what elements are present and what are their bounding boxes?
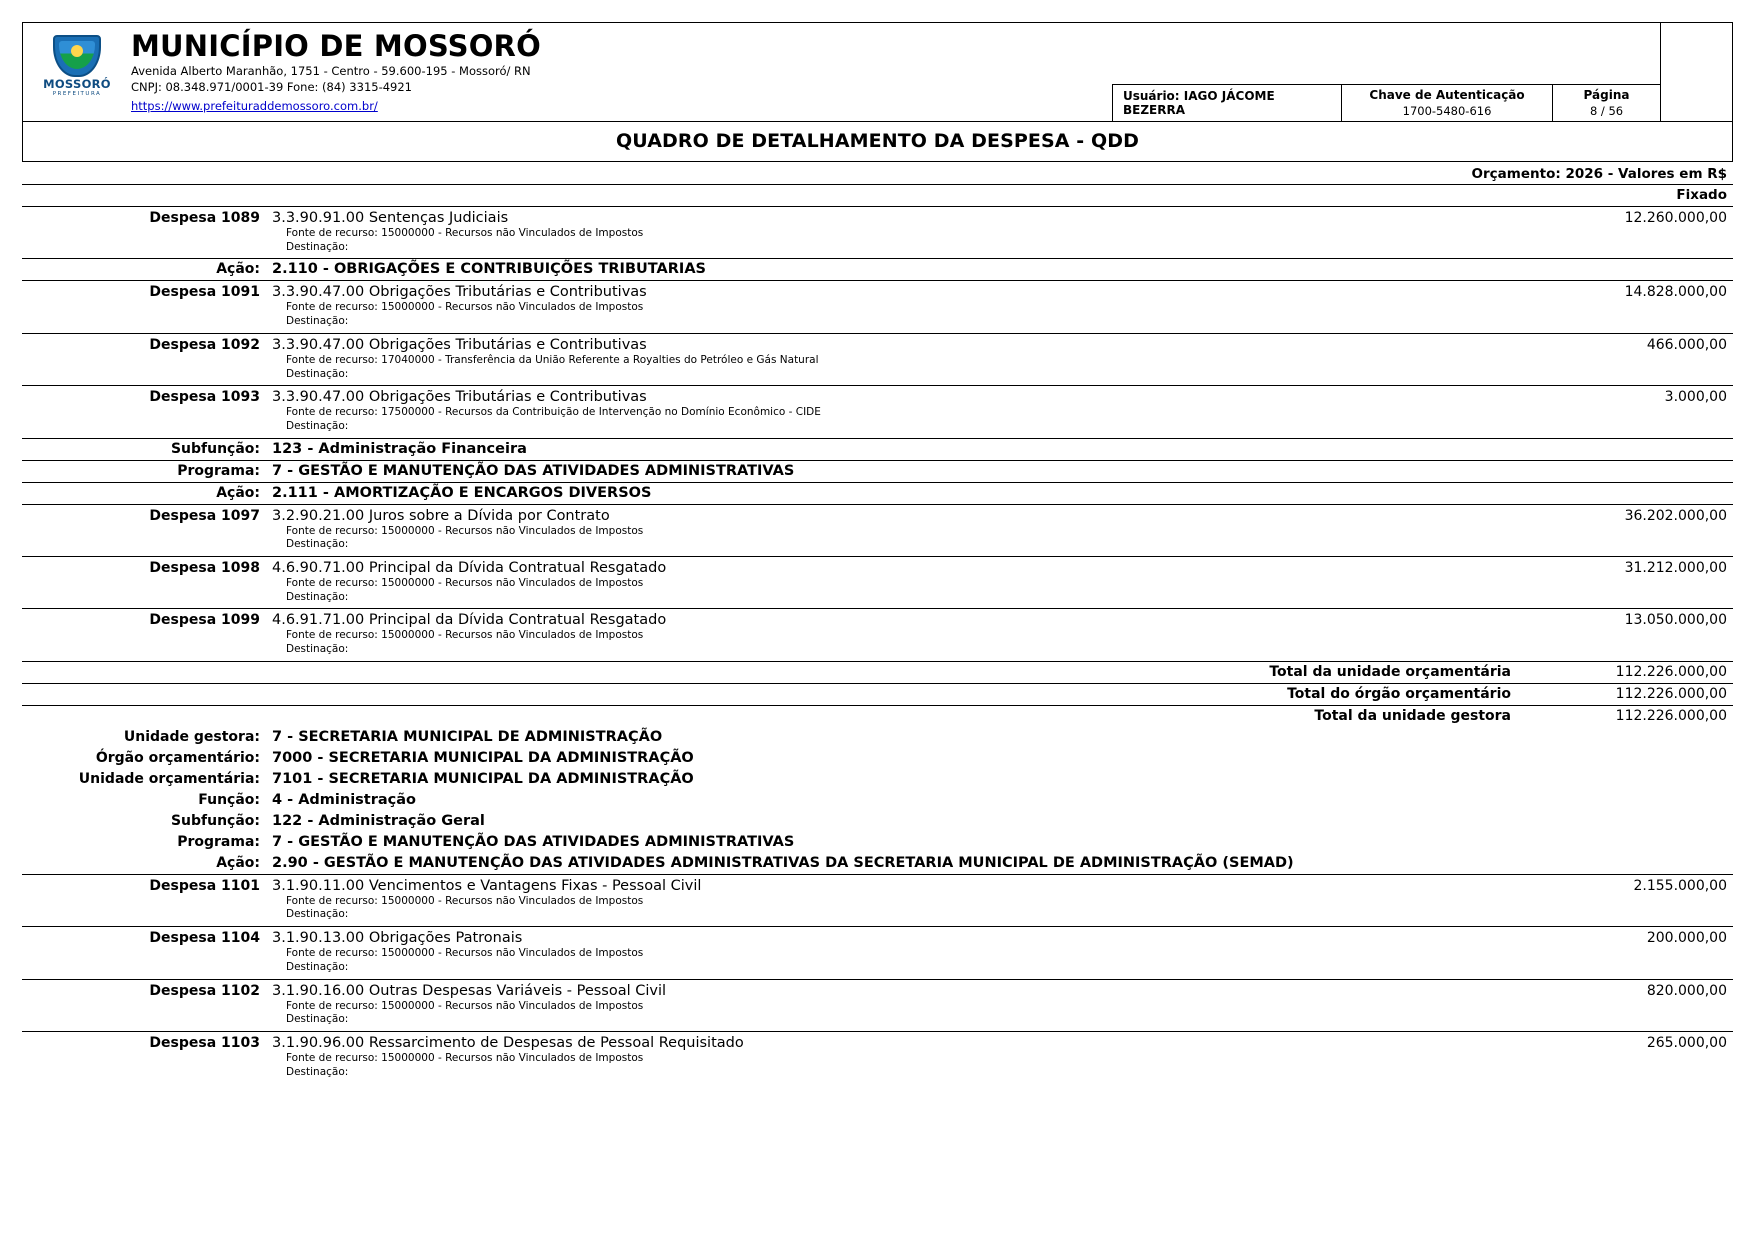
- expense-funding-source: Fonte de recurso: 15000000 - Recursos não Vinculados de Impostos: [286, 301, 644, 314]
- expense-destination: Destinação:: [286, 367, 349, 380]
- expense-body: [270, 508, 1523, 552]
- logo-subtitle: PREFEITURA: [52, 90, 102, 97]
- expense-funding-source: Fonte de recurso: 15000000 - Recursos não Vinculados de Impostos: [286, 227, 644, 240]
- crest-shield-icon: [53, 35, 101, 77]
- expense-destination: Destinação:: [286, 590, 349, 603]
- expense-number: Despesa 1104: [149, 930, 260, 947]
- expense-body: [270, 983, 1523, 1027]
- org-address: Avenida Alberto Maranhão, 1751 - Centro - 59.600-195 - Mossoró/ RN: [131, 64, 531, 79]
- expense-number: Despesa 1093: [149, 389, 260, 406]
- expense-amount: 2.155.000,00: [1633, 877, 1727, 894]
- classification-value: 2.110 - OBRIGAÇÕES E CONTRIBUIÇÕES TRIBUTARIAS: [272, 261, 706, 278]
- expense-row: [22, 980, 1733, 1032]
- total-amount: 112.226.000,00: [1615, 663, 1727, 680]
- expense-row: [22, 207, 1733, 259]
- expense-body: [270, 612, 1523, 656]
- org-title: MUNICÍPIO DE MOSSORÓ: [131, 29, 541, 63]
- expense-body: [270, 1035, 1523, 1079]
- total-row: [22, 684, 1733, 706]
- budget-year-line: Orçamento: 2026 - Valores em R$: [22, 162, 1733, 185]
- user-cell: [1113, 84, 1341, 121]
- expense-destination: Destinação:: [286, 315, 349, 328]
- auth-key-value: 1700-5480-616: [1402, 103, 1492, 118]
- expense-row: [22, 875, 1733, 927]
- classification-row: [22, 748, 1733, 769]
- total-label: Total do órgão orçamentário: [1287, 685, 1511, 702]
- expense-amount: 466.000,00: [1646, 336, 1727, 353]
- header-meta: [1112, 23, 1732, 121]
- expense-destination: Destinação:: [286, 1065, 349, 1078]
- expense-destination: Destinação:: [286, 960, 349, 973]
- classification-row: [22, 483, 1733, 505]
- page-label: Página: [1583, 87, 1630, 102]
- classification-value: 7101 - SECRETARIA MUNICIPAL DA ADMINISTRAÇÃO: [272, 770, 694, 787]
- classification-label: Ação:: [216, 261, 260, 278]
- expense-number: Despesa 1102: [149, 982, 260, 999]
- expense-row: [22, 281, 1733, 333]
- classification-value: 7000 - SECRETARIA MUNICIPAL DA ADMINISTRAÇÃO: [272, 749, 694, 766]
- org-website-link[interactable]: https://www.prefeituraddemossoro.com.br/: [131, 99, 378, 114]
- expense-funding-source: Fonte de recurso: 17040000 - Transferência da União Referente a Royalties do Petróleo e Gás Natural: [286, 353, 819, 366]
- page-cell: [1552, 84, 1661, 121]
- expense-number: Despesa 1101: [149, 877, 260, 894]
- total-amount: 112.226.000,00: [1615, 707, 1727, 724]
- total-label: Total da unidade orçamentária: [1269, 663, 1511, 680]
- expense-amount: 3.000,00: [1664, 389, 1727, 406]
- expense-destination: Destinação:: [286, 538, 349, 551]
- expense-number: Despesa 1091: [149, 284, 260, 301]
- auth-key-cell: [1341, 84, 1551, 121]
- expense-body: [270, 337, 1523, 381]
- expense-description: 3.3.90.47.00 Obrigações Tributárias e Contributivas: [272, 284, 647, 301]
- document-header: [22, 22, 1733, 122]
- expense-row: [22, 334, 1733, 386]
- page-value: 8 / 56: [1589, 103, 1624, 118]
- expense-row: [22, 1032, 1733, 1083]
- header-identity: [23, 23, 1112, 121]
- expense-description: 3.1.90.96.00 Ressarcimento de Despesas de Pessoal Requisitado: [272, 1034, 744, 1051]
- expense-funding-source: Fonte de recurso: 17500000 - Recursos da Contribuição de Intervenção no Domínio Econômico - CIDE: [286, 406, 821, 419]
- expense-amount: 200.000,00: [1646, 930, 1727, 947]
- expense-body: [270, 560, 1523, 604]
- classification-value: 7 - SECRETARIA MUNICIPAL DE ADMINISTRAÇÃO: [272, 728, 663, 745]
- expense-amount: 13.050.000,00: [1624, 612, 1727, 629]
- expense-funding-source: Fonte de recurso: 15000000 - Recursos não Vinculados de Impostos: [286, 629, 644, 642]
- classification-row: [22, 727, 1733, 748]
- expense-body: [270, 878, 1523, 922]
- classification-row: [22, 853, 1733, 875]
- total-amount: 112.226.000,00: [1615, 685, 1727, 702]
- classification-row: [22, 461, 1733, 483]
- classification-label: Subfunção:: [170, 440, 260, 457]
- expense-number: Despesa 1092: [149, 336, 260, 353]
- city-crest-icon: [37, 35, 117, 97]
- expense-description: 3.1.90.11.00 Vencimentos e Vantagens Fixas - Pessoal Civil: [272, 877, 702, 894]
- classification-value: 2.111 - AMORTIZAÇÃO E ENCARGOS DIVERSOS: [272, 484, 652, 501]
- expense-destination: Destinação:: [286, 240, 349, 253]
- expense-description: 3.3.90.47.00 Obrigações Tributárias e Contributivas: [272, 336, 647, 353]
- classification-row: [22, 811, 1733, 832]
- column-header-fixado: Fixado: [22, 185, 1733, 207]
- classification-label: Subfunção:: [170, 812, 260, 829]
- report-title: QUADRO DE DETALHAMENTO DA DESPESA - QDD: [22, 122, 1733, 162]
- expense-funding-source: Fonte de recurso: 15000000 - Recursos não Vinculados de Impostos: [286, 577, 644, 590]
- classification-label: Órgão orçamentário:: [95, 749, 260, 766]
- expense-amount: 14.828.000,00: [1624, 284, 1727, 301]
- classification-label: Unidade gestora:: [123, 728, 260, 745]
- expense-description: 3.3.90.91.00 Sentenças Judiciais: [272, 209, 509, 226]
- expense-body: [270, 284, 1523, 328]
- expense-destination: Destinação:: [286, 908, 349, 921]
- expense-body: [270, 210, 1523, 254]
- classification-value: 122 - Administração Geral: [272, 812, 485, 829]
- total-row: [22, 662, 1733, 684]
- classification-value: 7 - GESTÃO E MANUTENÇÃO DAS ATIVIDADES ADMINISTRATIVAS: [272, 462, 795, 479]
- expense-row: [22, 927, 1733, 979]
- classification-row: [22, 790, 1733, 811]
- expense-amount: 31.212.000,00: [1624, 559, 1727, 576]
- expense-body: [270, 389, 1523, 433]
- expense-number: Despesa 1103: [149, 1034, 260, 1051]
- classification-row: [22, 439, 1733, 461]
- expense-description: 4.6.91.71.00 Principal da Dívida Contratual Resgatado: [272, 612, 667, 629]
- total-row: [22, 706, 1733, 727]
- expense-number: Despesa 1099: [149, 612, 260, 629]
- classification-value: 123 - Administração Financeira: [272, 440, 527, 457]
- total-label: Total da unidade gestora: [1314, 707, 1511, 724]
- classification-row: [22, 259, 1733, 281]
- user-label: Usuário: IAGO JÁCOME BEZERRA: [1123, 88, 1275, 117]
- expense-funding-source: Fonte de recurso: 15000000 - Recursos não Vinculados de Impostos: [286, 894, 644, 907]
- org-cnpj: CNPJ: 08.348.971/0001-39 Fone: (84) 3315-4921: [131, 79, 412, 94]
- classification-label: Ação:: [216, 484, 260, 501]
- expense-destination: Destinação:: [286, 643, 349, 656]
- expense-number: Despesa 1097: [149, 507, 260, 524]
- expense-row: [22, 609, 1733, 661]
- classification-label: Programa:: [177, 833, 260, 850]
- expense-destination: Destinação:: [286, 1013, 349, 1026]
- classification-label: Programa:: [177, 462, 260, 479]
- expense-row: [22, 505, 1733, 557]
- classification-value: 7 - GESTÃO E MANUTENÇÃO DAS ATIVIDADES ADMINISTRATIVAS: [272, 833, 795, 850]
- expense-funding-source: Fonte de recurso: 15000000 - Recursos não Vinculados de Impostos: [286, 524, 644, 537]
- classification-row: [22, 832, 1733, 853]
- expense-description: 3.1.90.16.00 Outras Despesas Variáveis - Pessoal Civil: [272, 982, 667, 999]
- expense-funding-source: Fonte de recurso: 15000000 - Recursos não Vinculados de Impostos: [286, 1052, 644, 1064]
- expense-amount: 265.000,00: [1646, 1034, 1727, 1051]
- expense-number: Despesa 1098: [149, 559, 260, 576]
- expense-description: 3.2.90.21.00 Juros sobre a Dívida por Contrato: [272, 507, 610, 524]
- expense-destination: Destinação:: [286, 419, 349, 432]
- classification-value: 2.90 - GESTÃO E MANUTENÇÃO DAS ATIVIDADES ADMINISTRATIVAS DA SECRETARIA MUNICIPAL DE ADMINISTRAÇÃO (SEMAD): [272, 854, 1294, 871]
- header-blank-cell: [1660, 23, 1732, 121]
- expense-funding-source: Fonte de recurso: 15000000 - Recursos não Vinculados de Impostos: [286, 999, 644, 1012]
- classification-label: Função:: [198, 791, 260, 808]
- expense-amount: 820.000,00: [1646, 982, 1727, 999]
- expense-table: [22, 207, 1733, 1083]
- auth-key-label: Chave de Autenticação: [1369, 87, 1525, 102]
- classification-row: [22, 769, 1733, 790]
- expense-funding-source: Fonte de recurso: 15000000 - Recursos não Vinculados de Impostos: [286, 947, 644, 960]
- expense-amount: 36.202.000,00: [1624, 507, 1727, 524]
- expense-row: [22, 386, 1733, 438]
- logo-wordmark: MOSSORÓ: [43, 77, 111, 91]
- expense-description: 4.6.90.71.00 Principal da Dívida Contratual Resgatado: [272, 559, 667, 576]
- expense-number: Despesa 1089: [149, 209, 260, 226]
- classification-value: 4 - Administração: [272, 791, 417, 808]
- expense-description: 3.1.90.13.00 Obrigações Patronais: [272, 930, 523, 947]
- classification-label: Unidade orçamentária:: [78, 770, 260, 787]
- expense-row: [22, 557, 1733, 609]
- expense-description: 3.3.90.47.00 Obrigações Tributárias e Contributivas: [272, 389, 647, 406]
- header-text-block: [131, 31, 541, 115]
- expense-body: [270, 930, 1523, 974]
- expense-amount: 12.260.000,00: [1624, 209, 1727, 226]
- classification-label: Ação:: [216, 854, 260, 871]
